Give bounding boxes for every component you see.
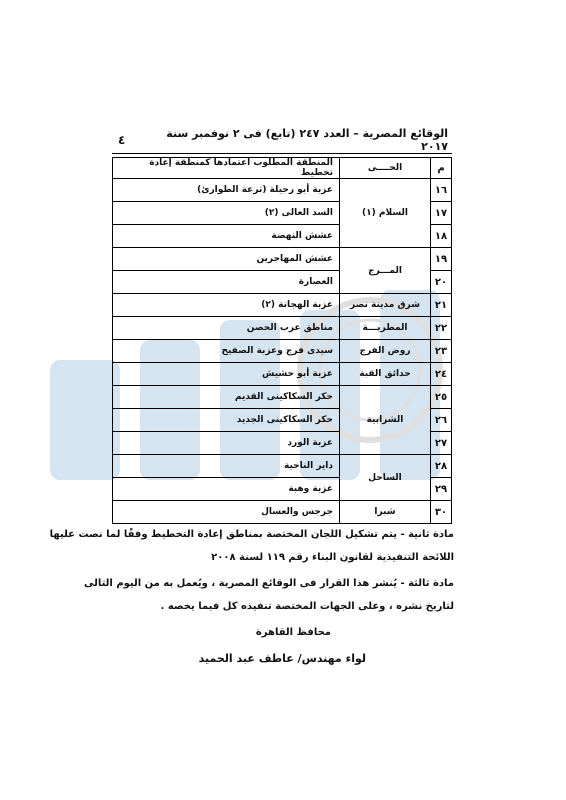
area-cell: عزبة أبو رجيلة (ترعة الطوارئ)	[113, 179, 340, 202]
district-cell: السلام (١)	[340, 179, 431, 248]
row-number: ٣٠	[431, 501, 452, 524]
row-number: ٢٢	[431, 317, 452, 340]
article-three-line-2: لتاريخ نشره ، وعلى الجهات المختصة تنفيذه كل فيما يخصه .	[160, 601, 454, 612]
row-number: ١٨	[431, 225, 452, 248]
district-cell: المطريـــة	[340, 317, 431, 340]
district-cell: شرق مدينة نصر	[340, 294, 431, 317]
table-row	[113, 317, 452, 340]
column-header-district: الحــــى	[340, 158, 431, 179]
row-number: ٢١	[431, 294, 452, 317]
article-two-line-1: مادة ثانية - يتم تشكيل اللجان المختصة بمناطق إعادة التخطيط وفقًا لما نصت عليها	[49, 529, 454, 540]
page-number: ٤	[118, 133, 126, 147]
table-row	[113, 386, 452, 409]
gazette-title: الوقائع المصرية – العدد ٢٤٧ (تابع) فى ٢ نوفمبر سنة ٢٠١٧	[166, 127, 448, 153]
area-cell: جرجس والعسال	[113, 501, 340, 524]
area-cell: مناطق عرب الحصن	[113, 317, 340, 340]
area-cell: حكر السكاكينى الجديد	[113, 409, 340, 432]
district-cell: المـــرج	[340, 248, 431, 294]
page-header	[118, 127, 448, 153]
district-cell: الساحل	[340, 455, 431, 501]
redevelopment-areas-table	[112, 157, 452, 524]
row-number: ٢٥	[431, 386, 452, 409]
area-cell: سيدى فرج وعزبة الصفيح	[113, 340, 340, 363]
table-row	[113, 294, 452, 317]
article-three-line-1: مادة ثالثة - يُنشر هذا القرار فى الوقائع المصرية ، ويُعمل به من اليوم التالى	[83, 578, 454, 589]
area-cell: عشش النهضة	[113, 225, 340, 248]
row-number: ٢٧	[431, 432, 452, 455]
area-cell: داير الناحية	[113, 455, 340, 478]
table-row	[113, 501, 452, 524]
row-number: ٢٤	[431, 363, 452, 386]
row-number: ٢٩	[431, 478, 452, 501]
row-number: ١٦	[431, 179, 452, 202]
header-divider	[112, 153, 452, 154]
area-cell: عزبة وهبة	[113, 478, 340, 501]
row-number: ٢٠	[431, 271, 452, 294]
district-cell: روض الفرج	[340, 340, 431, 363]
row-number: ١٧	[431, 202, 452, 225]
area-cell: حكر السكاكينى القديم	[113, 386, 340, 409]
area-cell: السد العالى (٢)	[113, 202, 340, 225]
signatory-title: محافظ القاهرة	[255, 627, 331, 638]
district-cell: الشرابية	[340, 386, 431, 455]
district-cell: حدائق القبة	[340, 363, 431, 386]
table-header-row	[113, 158, 452, 179]
area-cell: عزبة أبو حشيش	[113, 363, 340, 386]
table-row	[113, 455, 452, 478]
area-cell: عشش المهاجرين	[113, 248, 340, 271]
district-cell: شبرا	[340, 501, 431, 524]
row-number: ٢٣	[431, 340, 452, 363]
row-number: ١٩	[431, 248, 452, 271]
article-two-line-2: اللائحة التنفيذية لقانون البناء رقم ١١٩ لسنة ٢٠٠٨	[211, 552, 454, 563]
area-cell: عزبة الورد	[113, 432, 340, 455]
table-row	[113, 363, 452, 386]
signatory-name: لواء مهندس/ عاطف عبد الحميد	[198, 652, 366, 665]
area-cell: عزبة الهجانة (٢)	[113, 294, 340, 317]
area-cell: العصارة	[113, 271, 340, 294]
column-header-number: م	[431, 158, 452, 179]
row-number: ٢٨	[431, 455, 452, 478]
table-row	[113, 248, 452, 271]
column-header-area: المنطقة المطلوب اعتمادها كمنطقة إعادة تخطيط	[113, 158, 340, 179]
table-row	[113, 179, 452, 202]
table-row	[113, 340, 452, 363]
row-number: ٢٦	[431, 409, 452, 432]
